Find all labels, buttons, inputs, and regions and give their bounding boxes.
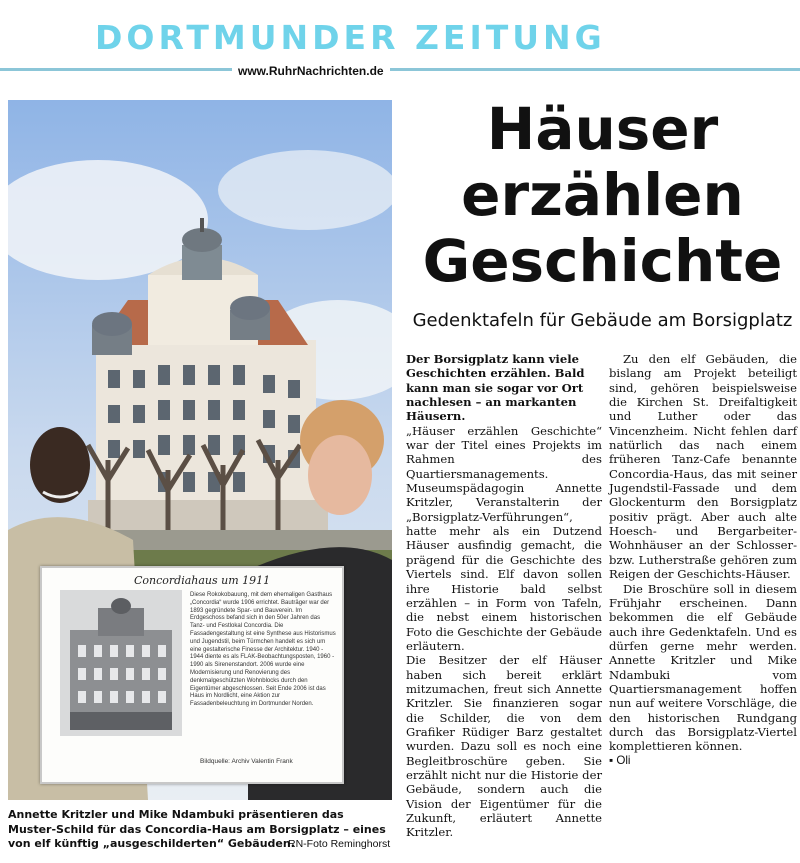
masthead-rule-right — [371, 68, 800, 71]
subheadline: Gedenktafeln für Gebäude am Borsigplatz — [412, 310, 793, 331]
headline — [405, 96, 800, 294]
author-signature: ▪ Oli — [609, 753, 631, 767]
headline-line-1: Häuser — [486, 95, 719, 163]
cloud — [218, 150, 392, 230]
plaque-credit: Bildquelle: Archiv Valentin Frank — [200, 758, 293, 765]
article-paragraph: Die Besitzer der elf Häuser haben sich bereit erklärt mitzumachen, freut sich Annette Kritzler. Sie finanzieren sogar die Schilder, die von dem Grafiker Rüdiger Barz gestaltet wurden. Dazu soll es noch eine Begleitbroschüre geben. Sie erzählt nicht nur die Historie der Gebäude, sondern auch die Vision der Eigentümer für die Zukunft, erläutert Annette Kritzler. — [406, 653, 602, 840]
newspaper-title: DORTMUNDER ZEITUNG — [95, 18, 606, 57]
headline-line-3: Geschichte — [422, 227, 783, 295]
article-paragraph: Zu den elf Gebäuden, die bislang am Projekt beteiligt sind, gehören beispielsweise die Kirchen St. Dreifaltigkeit und Luther oder das Vincenzheim. Nicht fehlen darf natürlich das nach einem früheren Tanz-Cafe benannte Concordia-Haus, das mit seiner Jugendstil-Fassade und dem Glockenturm den Borsigplatz positiv prägt. Aber auch alte Hoesch- und Bergarbeiter-Wohnhäuser an der Schlosser- bzw. Lutherstraße gehören zum Reigen der Geschichts-Häuser. — [609, 352, 797, 582]
article-paragraph: Die Broschüre soll in diesem Frühjahr erscheinen. Dann bekommen die elf Gebäude auch ihre Gedenktafeln. Und es dürfen gerne mehr werden. Annette Kritzler und Mike Ndambuki vom Quartiersmanagement hoffen nun auf weitere Vorschläge, die den historischen Rundgang durch das Borsigplatz-Viertel komplettieren können. — [609, 581, 797, 754]
website-url[interactable]: www.RuhrNachrichten.de — [232, 64, 390, 78]
article-lead: Der Borsigplatz kann viele Geschichten erzählen. Bald kann man sie sogar vor Ort nachlesen – an markanten Häusern. — [406, 352, 585, 424]
photo-credit: RN-Foto Reminghorst — [288, 838, 391, 850]
photo-caption: Annette Kritzler und Mike Ndambuki präsentieren das Muster-Schild für das Concordia-Haus am Borsigplatz – eines von elf künftig „ausgeschilderten“ Gebäuden. — [8, 808, 386, 850]
headline-line-2: erzählen — [461, 161, 744, 229]
masthead — [0, 0, 800, 95]
historic-building-photo — [60, 590, 182, 736]
plaque-title: Concordiahaus um 1911 — [134, 574, 271, 587]
article-column-2 — [609, 352, 797, 768]
article-paragraph: „Häuser erzählen Geschichte“ war der Titel eines Projekts im Rahmen des Quartiersmanagements. Museumspädagogin Annette Kritzler, Veranstalterin der „Borsigplatz-Verführungen“, hatte mehr als ein Dutzend Häuser ausfindig gemacht, die prägend für die Geschichte des Viertels sind. Elf davon sollen ihre Historie bald selbst erzählen – in Form von Tafeln, die nebst einem historischen Foto die Geschichte der Gebäude erläutern. — [406, 423, 603, 653]
sample-plaque — [40, 566, 344, 784]
article-column-1 — [406, 352, 602, 840]
plaque-text: Diese Rokokobauung, mit dem ehemaligen Gasthaus „Concordia“ wurde 1906 errichtet. Bauträger war der 1893 gegründete Spar- und Bauverein. Im Erdgeschoss befand sich in den 50er Jahren das Tanz- und Festlokal Concordia. Die Fassadengestaltung ist eine Synthese aus Historismus und Jugendstil, beim Türmchen handelt es sich um eine gestalterische Finesse der Architektur. 1940 - 1944 diente es als FLAK-Beobachtungsposten, 1960 - 1990 als Sirenenstandort. 2006 wurde eine Modernisierung und Renovierung des denkmalgeschützten Wohnblocks durch den Eigentümer abgeschlossen. Seit Ende 2006 ist das Haus im Nordlicht, eine Aktion zur Fassadenbeleuchtung im Dortmunder Norden. — [190, 592, 336, 708]
